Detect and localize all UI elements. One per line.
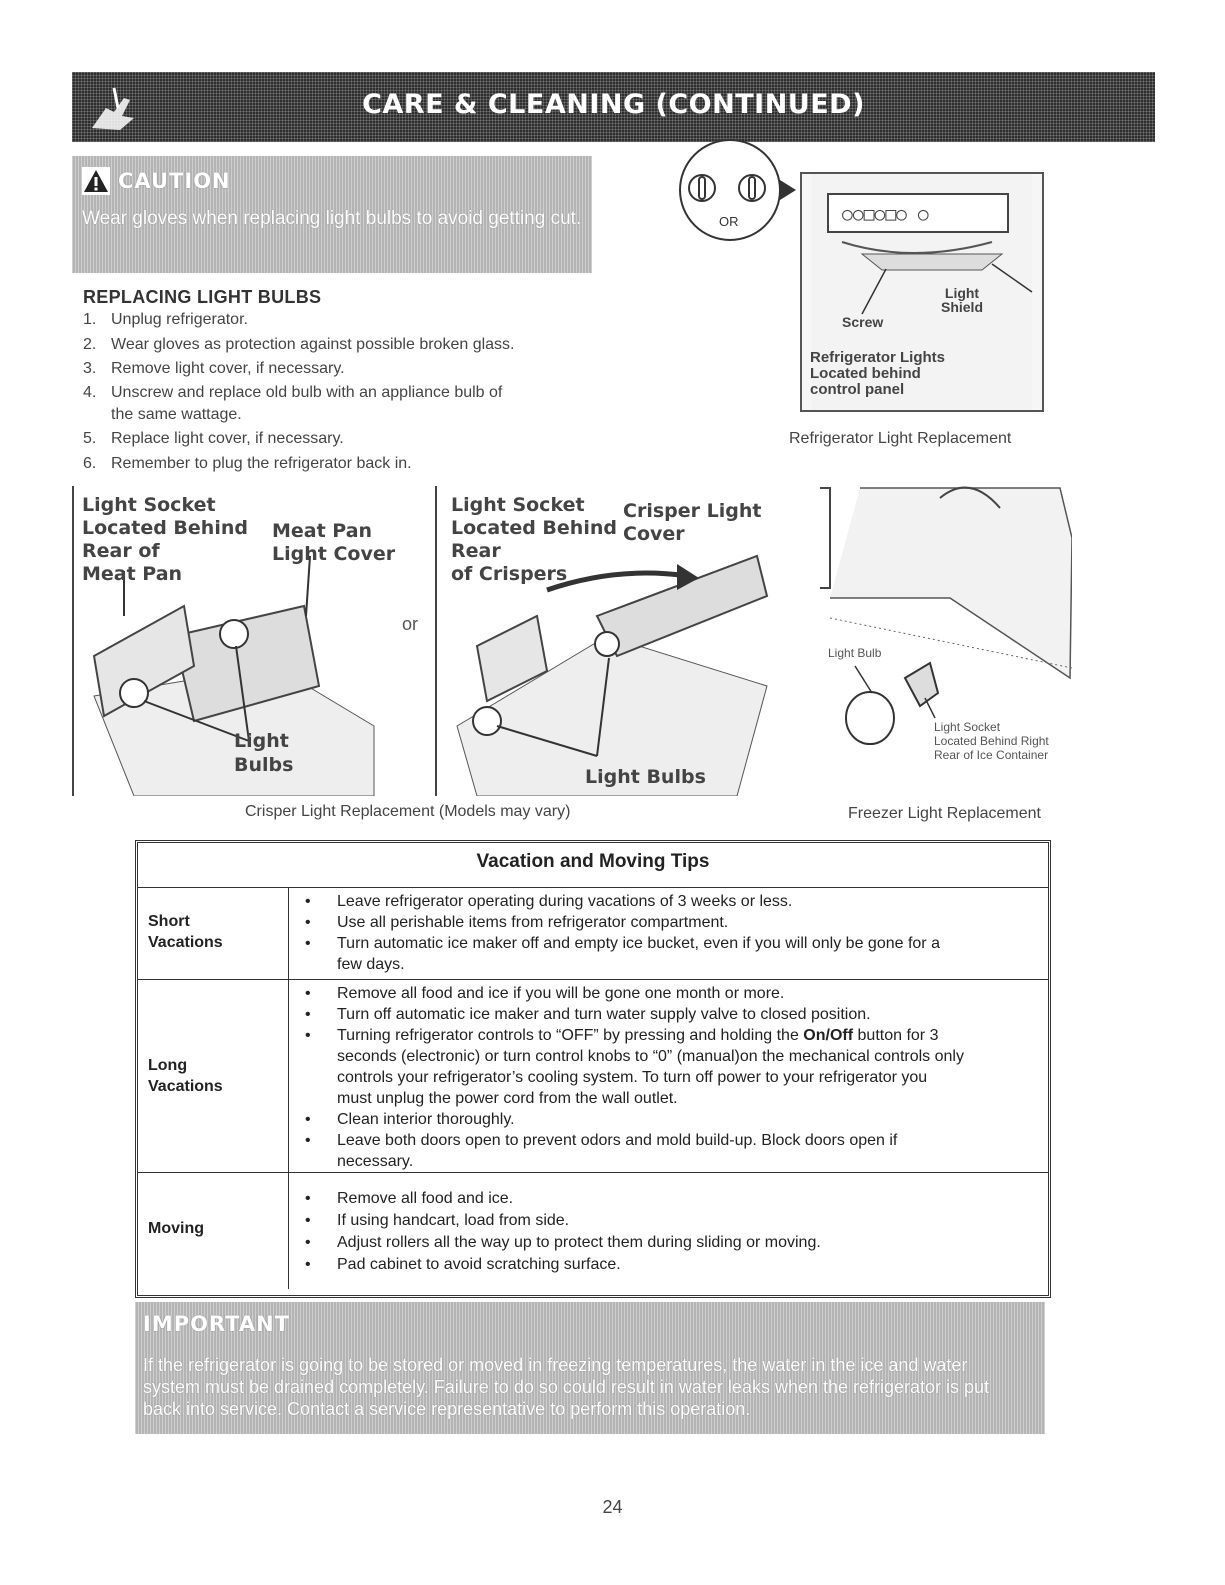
table-row-moving — [138, 1172, 1048, 1289]
important-line: If the refrigerator is going to be stored or moved in freezing temperatures, the water in the ice and water — [143, 1355, 968, 1375]
bullet-icon: • — [305, 985, 311, 1002]
important-line: back into service. Contact a service representative to perform this operation. — [143, 1399, 751, 1419]
socket-label-line-1: Light Socket — [82, 494, 216, 516]
bullet-icon: • — [305, 1027, 311, 1044]
bullet-icon: • — [305, 914, 311, 931]
bullet-icon: • — [305, 1132, 311, 1149]
list-item: Adjust rollers all the way up to protect them during sliding or moving. — [337, 1234, 821, 1251]
row-label-line-1: Long — [148, 1057, 188, 1074]
refrigerator-lights-label-2: Located behind — [810, 365, 921, 382]
bullet-icon: • — [305, 1006, 311, 1023]
crisper-socket-label-line-2: Located Behind — [451, 517, 617, 539]
light-bulbs-label-line-1: Light — [234, 730, 289, 752]
socket-label-line-4: Meat Pan — [82, 563, 183, 585]
caution-text: Wear gloves when replacing light bulbs to avoid getting cut. — [82, 208, 582, 229]
refrigerator-light-figure — [800, 172, 1044, 412]
list-item: Turning refrigerator controls to “OFF” by pressing and holding the On/Off button for 3 — [337, 1027, 939, 1044]
refrigerator-lights-label-1: Refrigerator Lights — [810, 349, 946, 366]
banner-title: CARE & CLEANING (CONTINUED) — [362, 89, 865, 120]
caution-header — [82, 166, 231, 196]
crisper-socket-label-line-3: Rear — [451, 540, 501, 562]
row-body — [288, 887, 1047, 979]
bullet-icon: • — [305, 1256, 311, 1273]
crisper-right-figure — [435, 486, 772, 796]
freezer-light-caption: Freezer Light Replacement — [848, 805, 1041, 822]
caution-title: CAUTION — [118, 169, 231, 193]
important-text — [143, 1354, 1033, 1420]
crisper-left-figure — [72, 486, 419, 796]
crisper-light-bulbs-label: Light Bulbs — [585, 766, 706, 788]
table-title-row — [138, 843, 1048, 888]
or-divider-label: or — [402, 614, 419, 634]
crisper-socket-label-line-1: Light Socket — [451, 494, 585, 516]
step-item: 3. Remove light cover, if necessary. — [83, 360, 345, 377]
step-item: 2. Wear gloves as protection against possible broken glass. — [83, 336, 515, 353]
list-item: If using handcart, load from side. — [337, 1212, 570, 1229]
important-title: IMPORTANT — [143, 1312, 291, 1336]
bullet-icon: • — [305, 893, 311, 910]
list-item-continuation: necessary. — [337, 1153, 414, 1170]
row-label-line-1: Short — [148, 913, 190, 930]
list-item-continuation: few days. — [337, 956, 405, 973]
step-item: the same wattage. — [111, 406, 242, 423]
bullet-icon: • — [305, 1212, 311, 1229]
row-label-line-2: Vacations — [148, 1078, 223, 1095]
light-bulbs-label-line-2: Bulbs — [234, 754, 294, 776]
list-item: Turn automatic ice maker off and empty ice bucket, even if you will only be gone for a — [337, 935, 940, 952]
refrigerator-lights-label-3: control panel — [810, 381, 905, 398]
crisper-light-caption: Crisper Light Replacement (Models may vary) — [245, 803, 571, 820]
freezer-socket-label-line-3: Rear of Ice Container — [934, 748, 1049, 762]
list-item: Clean interior thoroughly. — [337, 1111, 515, 1128]
light-shield-label: Light Shield — [940, 285, 983, 315]
bullet-icon: • — [305, 935, 311, 952]
or-label: OR — [719, 214, 739, 229]
screw-label: Screw — [842, 314, 884, 330]
list-item: Leave refrigerator operating during vacations of 3 weeks or less. — [337, 893, 793, 910]
crisper-socket-label-line-4: of Crispers — [451, 563, 568, 585]
replacing-light-bulbs-heading: REPLACING LIGHT BULBS — [83, 287, 322, 307]
meat-pan-cover-line-1: Meat Pan — [272, 520, 373, 542]
step-item: 6. Remember to plug the refrigerator back in. — [83, 455, 412, 472]
svg-text:○○□○□○ ○: ○○□○□○ ○ — [842, 204, 929, 225]
socket-label-line-3: Rear of — [82, 540, 160, 562]
table-row-long-vacations — [138, 979, 1048, 1173]
caution-box — [72, 156, 592, 273]
warning-triangle-icon — [82, 167, 110, 195]
bullet-icon: • — [305, 1111, 311, 1128]
meat-pan-cover-line-2: Light Cover — [272, 543, 396, 565]
list-item-continuation: seconds (electronic) or turn control knobs to “0” (manual)on the mechanical controls only — [337, 1048, 964, 1065]
list-item: Remove all food and ice. — [337, 1190, 514, 1207]
row-body — [288, 1172, 1047, 1289]
row-label-line-2: Vacations — [148, 934, 223, 951]
row-body — [288, 979, 1047, 1172]
section-banner — [72, 72, 1155, 142]
important-box — [135, 1302, 1045, 1434]
crisper-cover-label-line-2: Cover — [623, 523, 685, 545]
crisper-cover-label-line-1: Crisper Light — [623, 500, 762, 522]
bullet-icon: • — [305, 1234, 311, 1251]
step-item: 5. Replace light cover, if necessary. — [83, 430, 344, 447]
row-label: Moving — [148, 1220, 204, 1237]
vacation-tips-table — [135, 840, 1051, 1298]
bullet-icon: • — [305, 1190, 311, 1207]
table-row-short-vacations — [138, 887, 1048, 980]
list-item-continuation: must unplug the power cord from the wall outlet. — [337, 1090, 678, 1107]
on-off-button-name: On/Off — [803, 1027, 854, 1044]
step-item: 4. Unscrew and replace old bulb with an appliance bulb of — [83, 384, 503, 401]
list-item: Turn off automatic ice maker and turn water supply valve to closed position. — [337, 1006, 871, 1023]
list-item-continuation: controls your refrigerator’s cooling system. To turn off power to your refrigerator you — [337, 1069, 928, 1086]
page-number: 24 — [602, 1497, 623, 1517]
freezer-light-figure — [810, 478, 1072, 773]
list-item: Use all perishable items from refrigerator compartment. — [337, 914, 729, 931]
freezer-socket-label-line-1: Light Socket — [934, 720, 1001, 734]
step-item: 1. Unplug refrigerator. — [83, 311, 248, 328]
freezer-bulb-label: Light Bulb — [828, 646, 882, 660]
freezer-socket-label-line-2: Located Behind Right — [934, 734, 1049, 748]
table-title: Vacation and Moving Tips — [476, 851, 710, 872]
important-line: system must be drained completely. Failure to do so could result in water leaks when the refrigerator is put — [143, 1377, 990, 1397]
list-item: Remove all food and ice if you will be gone one month or more. — [337, 985, 785, 1002]
list-item: Leave both doors open to prevent odors and mold build-up. Block doors open if — [337, 1132, 898, 1149]
socket-label-line-2: Located Behind — [82, 517, 248, 539]
list-item: Pad cabinet to avoid scratching surface. — [337, 1256, 621, 1273]
control-knobs-inset — [668, 138, 798, 246]
refrigerator-light-caption: Refrigerator Light Replacement — [789, 430, 1012, 447]
